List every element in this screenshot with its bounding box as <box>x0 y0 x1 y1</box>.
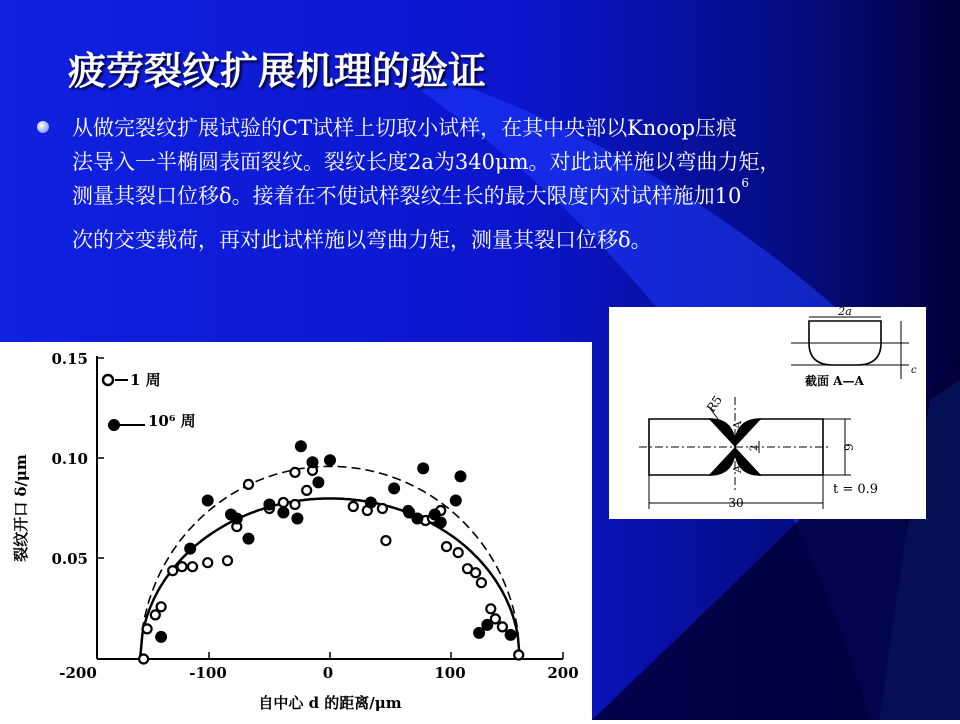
data-point-open <box>477 578 486 587</box>
chart-panel <box>0 342 592 720</box>
label-2: 2 <box>749 444 760 451</box>
x-tick-label: -200 <box>59 664 97 682</box>
data-point-open <box>188 562 197 571</box>
data-point-open <box>178 562 187 571</box>
label-r5: R5 <box>703 393 726 415</box>
exponent: 6 <box>741 176 750 190</box>
legend-open-circle-marker <box>103 375 113 385</box>
paragraph-line-3-text: 测量其裂口位移δ。接着在不使试样裂纹生长的最大限度内对试样施加10 <box>72 184 742 208</box>
data-point-open <box>349 502 358 511</box>
data-point-filled <box>435 517 447 529</box>
label-9: 9 <box>842 443 856 451</box>
label-30: 30 <box>728 496 744 510</box>
label-a-bottom: A <box>731 465 744 473</box>
data-point-open <box>378 504 387 513</box>
data-point-filled <box>417 462 429 474</box>
legend-label: 1 周 <box>130 371 161 389</box>
slide-title: 疲劳裂纹扩展机理的验证 <box>68 49 487 93</box>
x-tick-label: 200 <box>547 664 579 682</box>
data-point-open <box>151 610 160 619</box>
data-point-filled <box>388 482 400 494</box>
data-point-open <box>514 651 523 660</box>
data-point-open <box>291 500 300 509</box>
fit-curve-dashed <box>140 466 520 659</box>
bullet-icon <box>37 121 49 133</box>
data-point-open <box>157 602 166 611</box>
crack-opening-chart <box>0 342 592 720</box>
data-point-open <box>442 542 451 551</box>
paragraph-line-3 <box>72 176 750 210</box>
data-point-open <box>381 536 390 545</box>
paragraph-line-1: 从做完裂纹扩展试验的CT试样上切取小试样，在其中央部以Knoop压痕 <box>72 116 738 140</box>
data-point-open <box>168 566 177 575</box>
fit-curves <box>140 466 520 659</box>
data-point-open <box>291 468 300 477</box>
label-2a: 2a <box>838 307 852 318</box>
data-point-filled <box>184 543 196 555</box>
data-point-filled <box>450 495 462 507</box>
data-point-filled <box>365 497 377 509</box>
paragraph-line-4: 次的交变载荷，再对此试样施以弯曲力矩，测量其裂口位移δ。 <box>72 228 652 252</box>
data-points <box>139 440 523 663</box>
data-point-filled <box>312 476 324 488</box>
paragraph-line-2: 法导入一半椭圆表面裂纹。裂纹长度2a为340μm。对此试样施以弯曲力矩， <box>72 150 781 174</box>
y-tick-label: 0.10 <box>51 450 88 468</box>
label-a-top: A <box>731 421 744 429</box>
legend-label: 10⁶ 周 <box>148 412 196 430</box>
data-point-open <box>471 568 480 577</box>
data-point-open <box>454 548 463 557</box>
data-point-filled <box>243 533 255 545</box>
y-tick-label: 0.15 <box>51 350 88 368</box>
data-point-filled <box>263 499 275 511</box>
data-point-open <box>279 498 288 507</box>
data-point-filled <box>411 513 423 525</box>
data-point-filled <box>307 456 319 468</box>
data-point-filled <box>231 513 243 525</box>
legend-filled-circle-marker <box>108 419 120 431</box>
label-c: c <box>911 365 917 376</box>
label-thickness: t = 0.9 <box>833 482 879 497</box>
data-point-filled <box>277 507 289 519</box>
data-point-open <box>302 486 311 495</box>
data-point-open <box>498 622 507 631</box>
legend <box>103 371 196 431</box>
data-point-filled <box>324 454 336 466</box>
data-point-open <box>223 556 232 565</box>
specimen-drawing <box>609 307 926 519</box>
y-axis-label: 裂纹开口 δ/μm <box>12 454 30 562</box>
data-point-filled <box>481 619 493 631</box>
x-axis-label: 自中心 d 的距离/μm <box>258 694 402 712</box>
data-point-open <box>139 655 148 664</box>
data-point-open <box>203 558 212 567</box>
data-point-filled <box>155 631 167 643</box>
x-tick-label: 0 <box>322 664 334 682</box>
x-tick-label: -100 <box>189 664 227 682</box>
x-tick-label: 100 <box>434 664 466 682</box>
data-point-filled <box>202 495 214 507</box>
data-point-open <box>486 604 495 613</box>
label-section: 截面 A—A <box>805 374 864 388</box>
data-point-filled <box>295 440 307 452</box>
y-tick-label: 0.05 <box>51 550 88 568</box>
data-point-filled <box>455 470 467 482</box>
data-point-filled <box>505 629 517 641</box>
data-point-open <box>143 624 152 633</box>
data-point-open <box>244 480 253 489</box>
specimen-diagram <box>609 307 926 519</box>
data-point-filled <box>291 513 303 525</box>
